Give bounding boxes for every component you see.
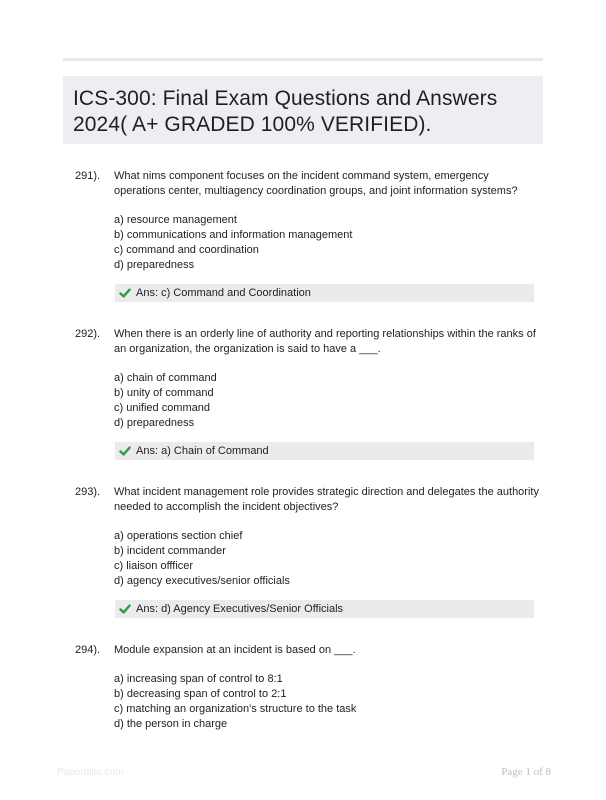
question-text: What nims component focuses on the incident command system, emergency operations center, multiagency coordination groups, and joint information systems? xyxy=(114,170,518,197)
check-icon xyxy=(119,603,131,615)
answer-text: Ans: d) Agency Executives/Senior Officials xyxy=(136,603,344,615)
question-number: 292). xyxy=(75,328,101,340)
answer-box xyxy=(115,600,534,618)
option-d: d) agency executives/senior officials xyxy=(114,575,290,587)
title-banner xyxy=(63,76,543,144)
option-list xyxy=(114,371,217,431)
option-c: c) liaison offficer xyxy=(114,560,194,572)
option-b: b) incident commander xyxy=(114,545,226,557)
option-c: c) command and coordination xyxy=(114,244,259,256)
answer-text: Ans: a) Chain of Command xyxy=(136,445,269,457)
question-text: What incident management role provides strategic direction and delegates the authority needed to accomplish the incident objectives? xyxy=(114,486,539,513)
option-a: a) operations section chief xyxy=(114,530,243,542)
option-c: c) matching an organization's structure to the task xyxy=(114,703,357,715)
question-text: When there is an orderly line of authority and reporting relationships within the ranks of an organization, the organization is said to have a ___. xyxy=(114,328,536,355)
check-icon xyxy=(119,445,131,457)
option-b: b) communications and information management xyxy=(114,229,353,241)
answer-box xyxy=(115,284,534,302)
page-number: Page 1 of 8 xyxy=(501,766,551,778)
question-number: 294). xyxy=(75,644,101,656)
option-a: a) increasing span of control to 8:1 xyxy=(114,673,283,685)
question-text: Module expansion at an incident is based on ___. xyxy=(114,644,356,656)
check-icon xyxy=(119,287,131,299)
option-list xyxy=(114,213,352,273)
option-d: d) preparedness xyxy=(114,259,195,271)
option-list xyxy=(114,529,290,589)
footer-watermark: Paperdibs.com xyxy=(57,767,124,778)
question-number: 293). xyxy=(75,486,101,498)
option-list xyxy=(114,672,356,732)
question-number: 291). xyxy=(75,170,101,182)
option-d: d) preparedness xyxy=(114,417,195,429)
option-d: d) the person in charge xyxy=(114,718,228,730)
option-a: a) resource management xyxy=(114,214,237,226)
option-b: b) unity of command xyxy=(114,387,214,399)
page-title: ICS-300: Final Exam Questions and Answers 2024( A+ GRADED 100% VERIFIED). xyxy=(73,87,498,136)
top-divider xyxy=(63,58,543,61)
answer-box xyxy=(115,442,534,460)
option-c: c) unified command xyxy=(114,402,210,414)
answer-text: Ans: c) Command and Coordination xyxy=(136,287,311,299)
option-a: a) chain of command xyxy=(114,372,217,384)
option-b: b) decreasing span of control to 2:1 xyxy=(114,688,287,700)
